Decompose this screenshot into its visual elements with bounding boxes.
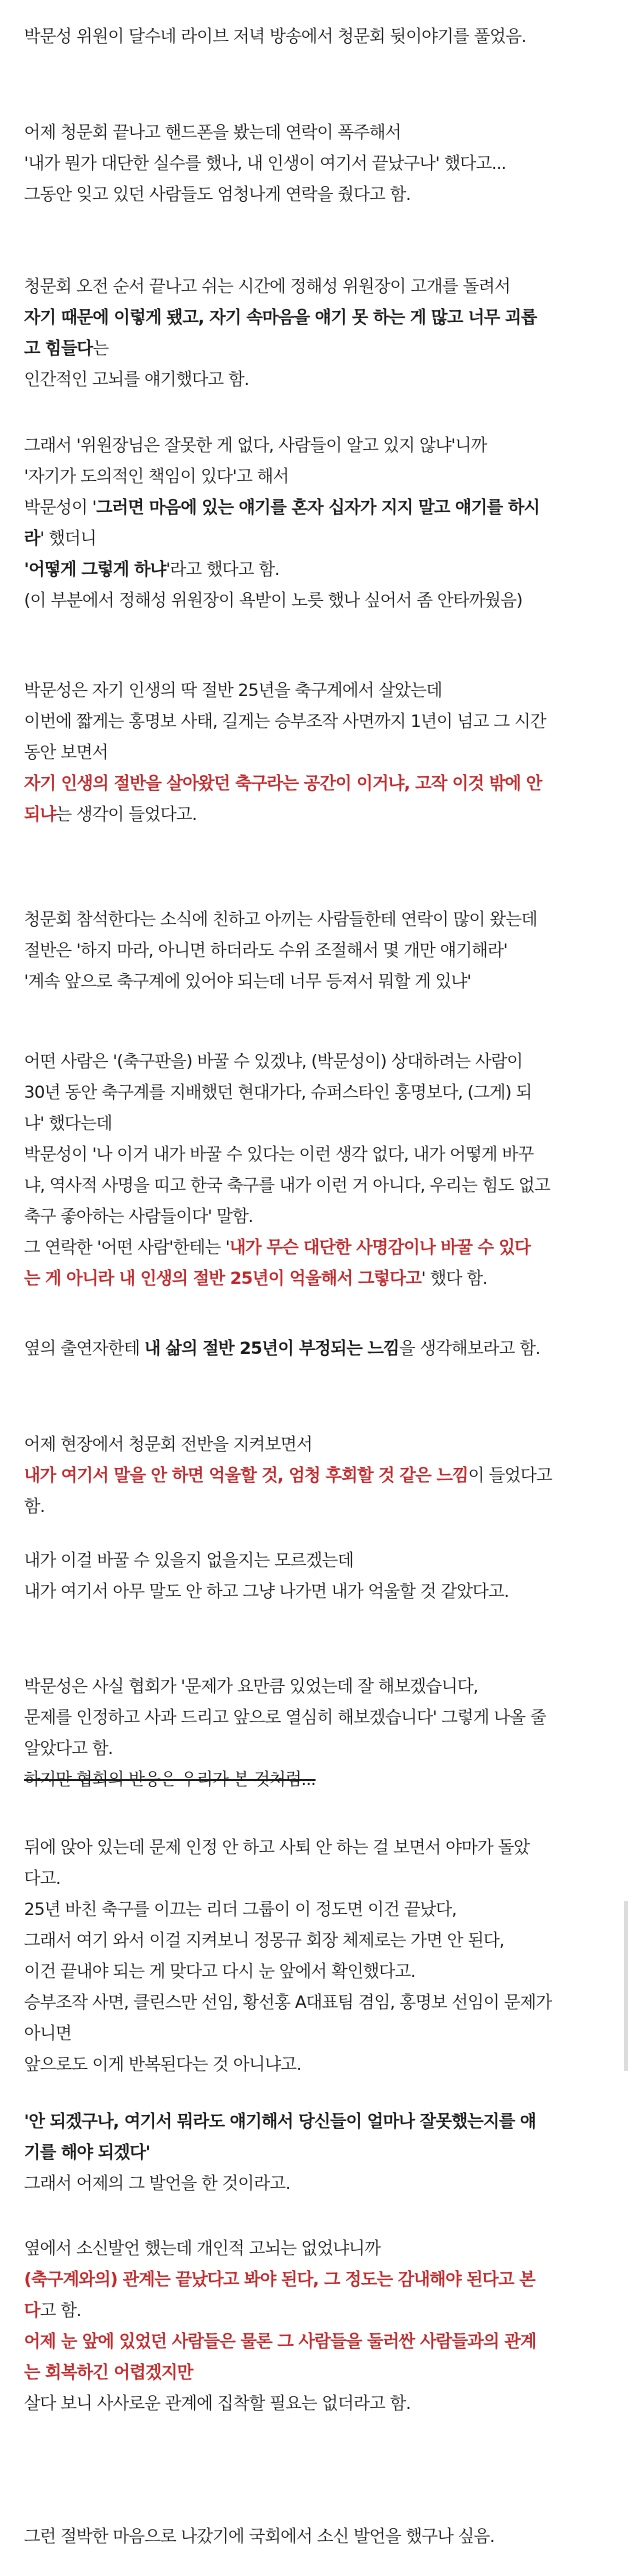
text-line [24, 2138, 536, 2169]
highlight-red-text: 되냐 [24, 805, 56, 825]
body-text: 내가 이걸 바꿀 수 있을지 없을지는 모르겠는데 [24, 1551, 354, 1571]
body-text: '라고 했다고 함. [165, 560, 280, 580]
text-line [24, 2327, 536, 2358]
text-line [24, 1957, 552, 1988]
body-text: 박문성은 자기 인생의 딱 절반 25년을 축구계에서 살았는데 [24, 681, 442, 701]
bold-text: '안 되겠구나, 여기서 뭐라도 얘기해서 당신들이 얼마나 잘못했는지를 얘 [24, 2112, 536, 2132]
body-text: 는 [92, 339, 109, 359]
text-line [24, 1672, 546, 1703]
paragraph [24, 1546, 509, 1608]
body-text: 동안 보면서 [24, 743, 108, 763]
text-line [24, 118, 506, 149]
body-text: 청문회 오전 순서 끝나고 쉬는 시간에 정해성 위원장이 고개를 돌려서 [24, 277, 511, 297]
body-text: '내가 뭔가 대단한 실수를 했나, 내 인생이 여기서 끝났구나' 했다고... [24, 154, 506, 174]
paragraph [24, 1047, 550, 1295]
text-line [24, 431, 540, 462]
body-text: 그런 절박한 마음으로 나갔기에 국회에서 소신 발언을 했구나 싶음. [24, 2527, 495, 2547]
paragraph [24, 2522, 494, 2553]
body-text: 앞으로도 이게 반복된다는 것 아니냐고. [24, 2055, 302, 2075]
text-line [24, 2265, 536, 2296]
text-line [24, 1171, 550, 1202]
paragraph [24, 2234, 536, 2420]
paragraph [24, 1334, 540, 1365]
text-line [24, 769, 546, 800]
body-text: 그동안 잊고 있던 사람들도 엄청나게 연락을 줬다고 함. [24, 185, 411, 205]
body-text: 절반은 '하지 마라, 아니면 하더라도 수위 조절해서 몇 개만 얘기해라' [24, 941, 508, 961]
paragraph [24, 905, 537, 998]
body-text: 문제를 인정하고 사과 드리고 앞으로 열심히 해보겠습니다' 그렇게 나올 줄 [24, 1708, 546, 1728]
highlight-red-text: 내가 무슨 대단한 사명감이나 바꿀 수 있다 [229, 1238, 531, 1258]
text-line [24, 2050, 552, 2081]
text-line [24, 1047, 550, 1078]
body-text: 알았다고 함. [24, 1739, 113, 1759]
highlight-red-text: (축구계와의) 관계는 끝났다고 봐야 된다, 그 정도는 감내해야 된다고 본 [24, 2270, 536, 2290]
body-text: '계속 앞으로 축구계에 있어야 되는데 너무 등져서 뭐할 게 있냐' [24, 972, 471, 992]
text-line [24, 1334, 540, 1365]
text-line [24, 1140, 550, 1171]
paragraph [24, 1672, 546, 1796]
text-line [24, 1895, 552, 1926]
bold-text: 자기 때문에 이렇게 됐고, 자기 속마음을 얘기 못 하는 게 많고 너무 괴롭 [24, 308, 537, 328]
text-line [24, 1734, 546, 1765]
body-text: 냐' 했다는데 [24, 1114, 112, 1134]
text-line [24, 676, 546, 707]
text-line [24, 1264, 550, 1295]
body-text: 박문성이 ' [24, 498, 97, 518]
paragraph [24, 676, 546, 831]
body-text: 박문성이 '나 이거 내가 바꿀 수 있다는 이런 생각 없다, 내가 어떻게 바꾸 [24, 1145, 534, 1165]
body-text: 이 들었다고 [468, 1466, 553, 1486]
body-text: (이 부분에서 정해성 위원장이 욕받이 노릇 했나 싶어서 좀 안타까웠음) [24, 591, 523, 611]
scrollbar[interactable] [624, 1901, 628, 2071]
body-text: 박문성 위원이 달수네 라이브 저녁 방송에서 청문회 뒷이야기를 풀었음. [24, 27, 527, 47]
text-line [24, 1988, 552, 2019]
text-line [24, 462, 540, 493]
bold-text: 고 힘들다 [24, 339, 93, 359]
text-line [24, 303, 537, 334]
text-line [24, 1546, 509, 1577]
body-text: 뒤에 앉아 있는데 문제 인정 안 하고 사퇴 안 하는 걸 보면서 야마가 돌았 [24, 1838, 530, 1858]
text-line [24, 707, 546, 738]
text-line [24, 272, 537, 303]
bold-text: 내 삶의 절반 25년이 부정되는 느낌 [144, 1339, 400, 1359]
paragraph [24, 272, 537, 396]
text-line [24, 334, 537, 365]
body-text: 청문회 참석한다는 소식에 친하고 아끼는 사람들한테 연락이 많이 왔는데 [24, 910, 538, 930]
body-text: '자기가 도의적인 책임이 있다'고 해서 [24, 467, 289, 487]
body-text: 내가 여기서 아무 말도 안 하고 그냥 나가면 내가 억울할 것 같았다고. [24, 1582, 509, 1602]
text-line [24, 1233, 550, 1264]
text-line [24, 800, 546, 831]
text-line [24, 905, 537, 936]
body-text: 어제 현장에서 청문회 전반을 지켜보면서 [24, 1435, 313, 1455]
text-line [24, 22, 526, 53]
body-text: ' 했다 함. [421, 1269, 488, 1289]
body-text: 어제 청문회 끝나고 핸드폰을 봤는데 연락이 폭주해서 [24, 123, 401, 143]
text-line [24, 1703, 546, 1734]
text-line [24, 1864, 552, 1895]
body-text: 함. [24, 1497, 45, 1517]
text-line [24, 2296, 536, 2327]
text-line [24, 149, 506, 180]
text-line [24, 2358, 536, 2389]
body-text: 옆에서 소신발언 했는데 개인적 고뇌는 없었냐니까 [24, 2239, 381, 2259]
text-line [24, 936, 537, 967]
highlight-red-text: 어제 눈 앞에 있었던 사람들은 물론 그 사람들을 둘러싼 사람들과의 관계 [24, 2332, 537, 2352]
body-text: 을 생각해보라고 함. [399, 1339, 541, 1359]
text-line [24, 2169, 536, 2200]
text-line [24, 1833, 552, 1864]
body-text: 는 생각이 들었다고. [55, 805, 197, 825]
text-line [24, 1926, 552, 1957]
body-text: 옆의 출연자한테 [24, 1339, 145, 1359]
bold-text: 기를 해야 되겠다' [24, 2143, 150, 2163]
bold-text: 라 [24, 529, 40, 549]
text-line [24, 1430, 552, 1461]
text-line [24, 180, 506, 211]
body-text: 고 함. [39, 2301, 82, 2321]
text-line [24, 2019, 552, 2050]
paragraph [24, 1430, 552, 1523]
text-line [24, 365, 537, 396]
bold-text: 그러면 마음에 있는 얘기를 혼자 십자가 지지 말고 얘기를 하시 [96, 498, 540, 518]
body-text: 그래서 '위원장님은 잘못한 게 없다, 사람들이 알고 있지 않냐'니까 [24, 436, 487, 456]
text-line [24, 1461, 552, 1492]
text-line [24, 2107, 536, 2138]
body-text: 냐, 역사적 사명을 띠고 한국 축구를 내가 이런 거 아니다, 우리는 힘도 없고 [24, 1176, 551, 1196]
bold-text: '어떻게 그렇게 하냐 [24, 560, 166, 580]
body-text: 이건 끝내야 되는 게 맞다고 다시 눈 앞에서 확인했다고. [24, 1962, 416, 1982]
highlight-red-text: 내가 여기서 말을 안 하면 억울할 것, 엄청 후회할 것 같은 느낌 [24, 1466, 469, 1486]
body-text: 25년 바친 축구를 이끄는 리더 그룹이 이 정도면 이건 끝났다, [24, 1900, 457, 1920]
body-text: 그 연락한 '어떤 사람'한테는 ' [24, 1238, 230, 1258]
highlight-red-text: 다 [24, 2301, 40, 2321]
body-text: 어떤 사람은 '(축구판을) 바꿀 수 있겠냐, (박문성이) 상대하려는 사람이 [24, 1052, 523, 1072]
text-line [24, 967, 537, 998]
body-text: 축구 좋아하는 사람들이다' 말함. [24, 1207, 253, 1227]
body-text: 살다 보니 사사로운 관계에 집착할 필요는 없더라고 함. [24, 2394, 411, 2414]
paragraph [24, 118, 506, 211]
body-text: 이번에 짧게는 홍명보 사태, 길게는 승부조작 사면까지 1년이 넘고 그 시간 [24, 712, 546, 732]
highlight-red-text: 는 회복하긴 어렵겠지만 [24, 2363, 193, 2383]
text-line [24, 1765, 546, 1796]
text-line [24, 555, 540, 586]
text-line [24, 1492, 552, 1523]
body-text: 그래서 여기 와서 이걸 지켜보니 정몽규 회장 체제로는 가면 안 된다, [24, 1931, 505, 1951]
text-line [24, 1109, 550, 1140]
highlight-red-text: 자기 인생의 절반을 살아왔던 축구라는 공간이 이거냐, 고작 이것 밖에 안 [24, 774, 542, 794]
text-line [24, 738, 546, 769]
text-line [24, 2522, 494, 2553]
text-line [24, 2234, 536, 2265]
body-text: 인간적인 고뇌를 얘기했다고 함. [24, 370, 249, 390]
text-line [24, 1078, 550, 1109]
text-line [24, 493, 540, 524]
paragraph [24, 431, 540, 617]
paragraph [24, 22, 526, 53]
body-text: 다고. [24, 1869, 61, 1889]
body-text: 30년 동안 축구계를 지배했던 현대가다, 슈퍼스타인 홍명보다, (그게) 되 [24, 1083, 532, 1103]
highlight-red-text: 는 게 아니라 내 인생의 절반 25년이 억울해서 그렇다고 [24, 1269, 422, 1289]
text-line [24, 524, 540, 555]
text-line [24, 1202, 550, 1233]
paragraph [24, 1833, 552, 2081]
strikethrough-text: 하지만 협회의 반응은 우리가 본 것처럼... [24, 1770, 316, 1790]
body-text: 박문성은 사실 협회가 '문제가 요만큼 있었는데 잘 해보겠습니다, [24, 1677, 478, 1697]
body-text: 승부조작 사면, 클린스만 선임, 황선홍 A대표팀 겸임, 홍명보 선임이 문제가 [24, 1993, 552, 2013]
text-line [24, 586, 540, 617]
body-text: 그래서 어제의 그 발언을 한 것이라고. [24, 2174, 291, 2194]
text-line [24, 2389, 536, 2420]
body-text: 아니면 [24, 2024, 72, 2044]
body-text: ' 했더니 [39, 529, 97, 549]
text-line [24, 1577, 509, 1608]
paragraph [24, 2107, 536, 2200]
